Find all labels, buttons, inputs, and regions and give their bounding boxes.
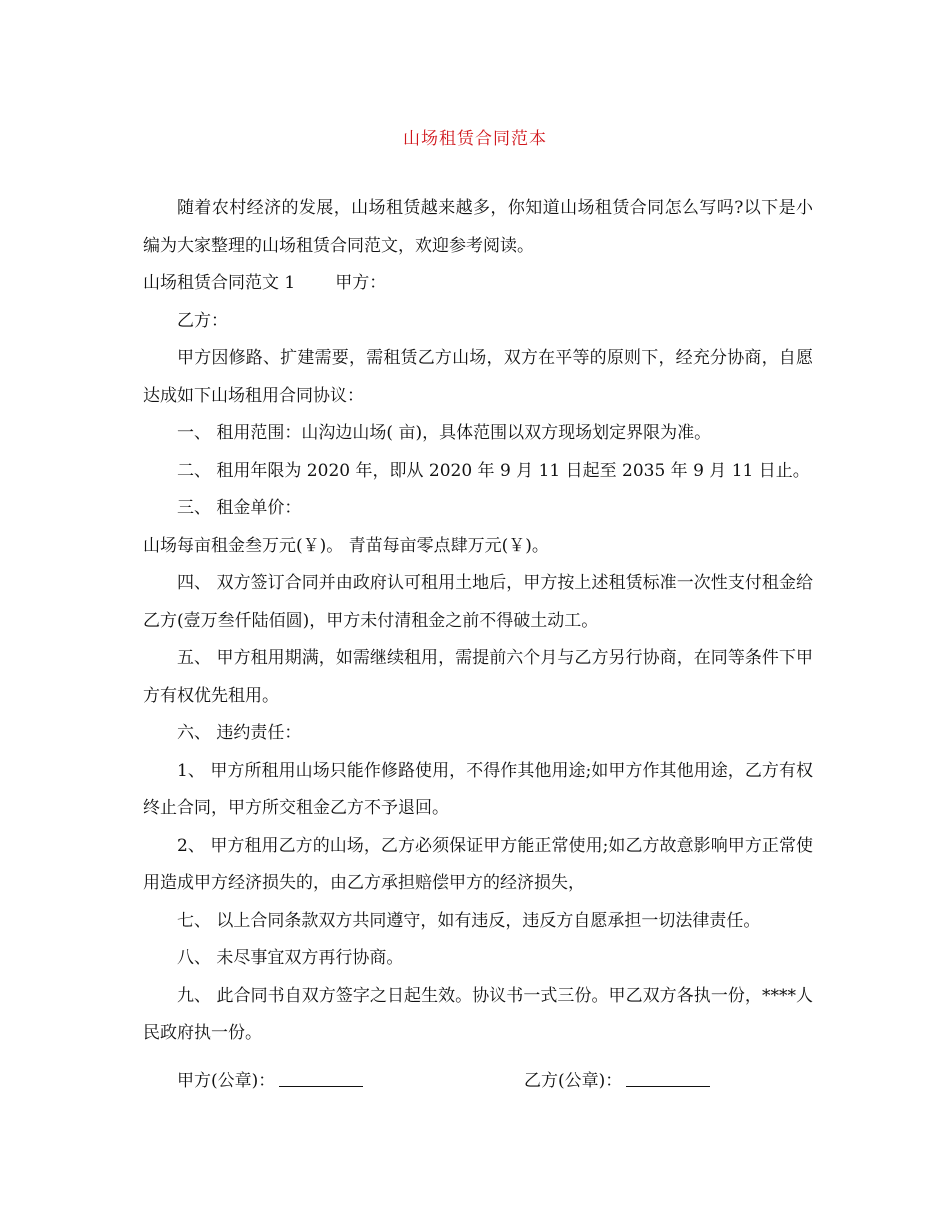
preamble-paragraph: 甲方因修路、扩建需要，需租赁乙方山场，双方在平等的原则下，经充分协商，自愿达成如下山场租用合同协议： [143, 348, 813, 406]
party-b-seal-blank [626, 1067, 710, 1087]
clause-6-item-2: 2、 甲方租用乙方的山场，乙方必须保证甲方能正常使用;如乙方故意影响甲方正常使用造成甲方经济损失的，由乙方承担赔偿甲方的经济损失， [143, 835, 813, 893]
clause-9: 九、 此合同书自双方签字之日起生效。协议书一式三份。甲乙双方各执一份，****人民政府执一份。 [143, 985, 813, 1043]
clause-3: 三、 租金单价： [177, 498, 302, 518]
sample-heading: 山场租赁合同范文 1 [143, 273, 296, 293]
party-a-seal [177, 1066, 363, 1096]
clause-6: 六、 违约责任： [177, 723, 302, 743]
party-a-label: 甲方： [335, 273, 387, 293]
clause-4: 四、 双方签订合同并由政府认可租用土地后，甲方按上述租赁标准一次性支付租金给乙方(壹万叁仟陆佰圆)，甲方未付清租金之前不得破土动工。 [143, 573, 813, 631]
clause-1: 一、 租用范围：山沟边山场( 亩)，具体范围以双方现场划定界限为准。 [177, 423, 712, 443]
intro-paragraph: 随着农村经济的发展，山场租赁越来越多，你知道山场租赁合同怎么写吗?以下是小编为大家整理的山场租赁合同范文，欢迎参考阅读。 [143, 198, 813, 256]
party-a-seal-label: 甲方(公章)： [177, 1071, 276, 1091]
clause-8: 八、 未尽事宜双方再行协商。 [177, 948, 404, 968]
clause-7: 七、 以上合同条款双方共同遵守，如有违反，违反方自愿承担一切法律责任。 [177, 910, 761, 931]
party-b-seal-label: 乙方(公章)： [524, 1071, 623, 1091]
sample-heading-line [143, 265, 813, 303]
document-body [143, 190, 813, 1053]
party-b-seal [524, 1066, 710, 1096]
clause-3-detail: 山场每亩租金叁万元(￥)。 青苗每亩零点肆万元(￥)。 [143, 535, 549, 556]
party-a-seal-blank [279, 1067, 363, 1087]
party-b-label: 乙方： [177, 310, 228, 331]
clause-2: 二、 租用年限为 2020 年，即从 2020 年 9 月 11 日起至 2035 年 9 月 11 日止。 [177, 460, 810, 481]
document-title: 山场租赁合同范本 [403, 129, 547, 149]
clause-6-item-1: 1、 甲方所租用山场只能作修路使用，不得作其他用途;如甲方作其他用途，乙方有权终止合同，甲方所交租金乙方不予退回。 [143, 760, 813, 818]
clause-5: 五、 甲方租用期满，如需继续租用，需提前六个月与乙方另行协商，在同等条件下甲方有权优先租用。 [143, 648, 813, 706]
